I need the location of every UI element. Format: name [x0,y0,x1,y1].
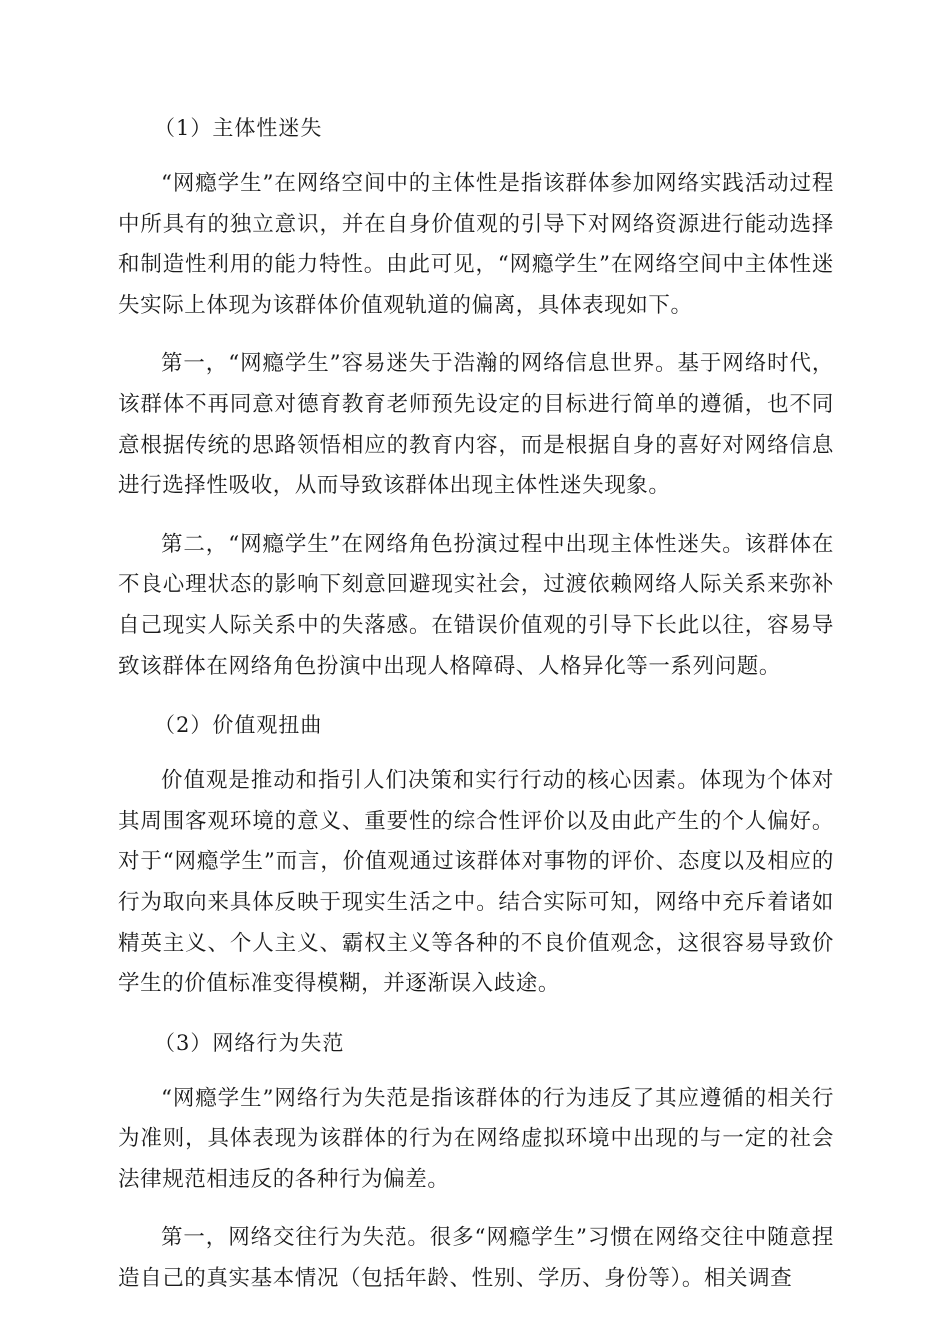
paragraph-second-point: 第二，“网瘾学生”在网络角色扮演过程中出现主体性迷失。该群体在不良心理状态的影响下刻意回避现实社会，过渡依赖网络人际关系来弥补自己现实人际关系中的失落感。在错误价值观的引导下长此以往，容易导致该群体在网络角色扮演中出现人格障碍、人格异化等一系列问题。 [118,531,834,679]
section-heading-subjectivity-loss: （1）主体性迷失 [154,116,323,140]
section-heading-value-distortion: （2）价值观扭曲 [154,713,323,738]
paragraph-communication-anomie: 第一，网络交往行为失范。很多“网瘾学生”习惯在网络交往中随意捏造自己的真实基本情况（包括年龄、性别、学历、身份等）。相关调查 [118,1225,834,1292]
paragraph-first-point: 第一，“网瘾学生”容易迷失于浩瀚的网络信息世界。基于网络时代，该群体不再同意对德育教育老师预先设定的目标进行简单的遵循，也不同意根据传统的思路领悟相应的教育内容，而是根据自身的喜好对网络信息进行选择性吸收，从而导致该群体出现主体性迷失现象。 [118,351,834,499]
section-heading-behavior-anomie: （3）网络行为失范 [154,1030,345,1055]
paragraph-values: 价值观是推动和指引人们决策和实行行动的核心因素。体现为个体对其周围客观环境的意义、重要性的综合性评价以及由此产生的个人偏好。对于“网瘾学生”而言，价值观通过该群体对事物的评价、态度以及相应的行为取向来具体反映于现实生活之中。结合实际可知，网络中充斥着诸如精英主义、个人主义、霸权主义等各种的不良价值观念，这很容易导致价学生的价值标准变得模糊，并逐渐误入歧途。 [118,768,834,997]
document-page [118,108,834,1318]
paragraph-behavior-definition: “网瘾学生”网络行为失范是指该群体的行为违反了其应遵循的相关行为准则，具体表现为该群体的行为在网络虚拟环境中出现的与一定的社会法律规范相违反的各种行为偏差。 [118,1085,834,1192]
paragraph-subjectivity-definition: “网瘾学生”在网络空间中的主体性是指该群体参加网络实践活动过程中所具有的独立意识，并在自身价值观的引导下对网络资源进行能动选择和制造性利用的能力特性。由此可见，“网瘾学生”在网络空间中主体性迷失实际上体现为该群体价值观轨道的偏离，具体表现如下。 [118,171,834,318]
